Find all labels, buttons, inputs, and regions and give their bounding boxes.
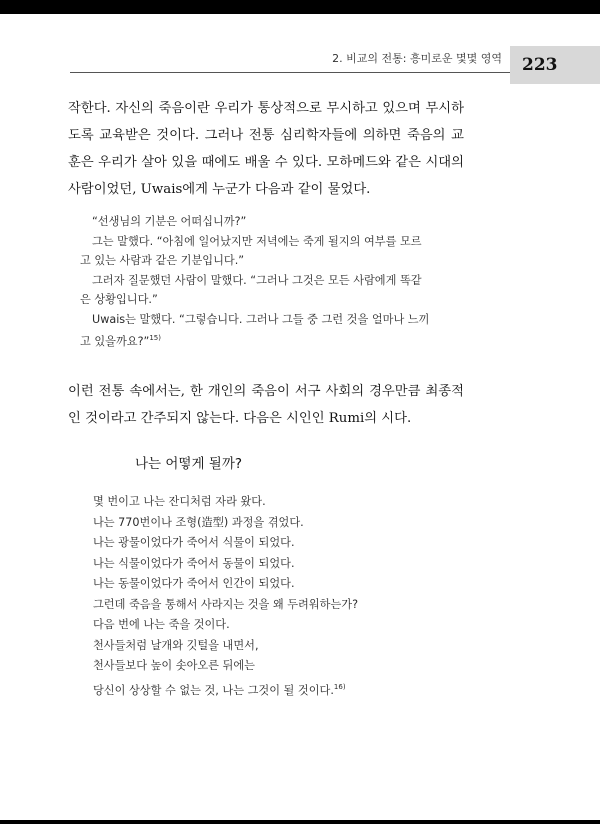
bottom-border <box>0 820 600 824</box>
poem-text: 당신이 상상할 수 없는 것, 나는 그것이 될 것이다. <box>93 683 334 697</box>
poem-line: 천사들보다 높이 솟아오른 뒤에는 <box>93 659 255 672</box>
footnote-marker: 16) <box>333 682 346 691</box>
poem-line: 몇 번이고 나는 잔디처럼 자라 왔다. <box>93 495 266 508</box>
poem-line <box>93 677 493 702</box>
dialogue-line: Uwais는 말했다. “그렇습니다. 그러나 그들 중 그런 것을 얼마나 느끼 <box>92 312 430 326</box>
poem-line: 다음 번에 나는 죽을 것이다. <box>93 618 230 631</box>
dialogue-line: 은 상황입니다.” <box>80 293 158 306</box>
poem-line: 나는 동물이었다가 죽어서 인간이 되었다. <box>93 577 295 590</box>
body-paragraph-2: 이런 전통 속에서는, 한 개인의 죽음이 서구 사회의 경우만큼 최종적인 것이라고 간주되지 않는다. 다음은 시인인 Rumi의 시다. <box>68 384 464 426</box>
poem <box>93 492 493 701</box>
footnote-marker: 15) <box>149 334 161 342</box>
poem-line: 나는 770번이나 조형(造型) 과정을 겪었다. <box>93 515 304 529</box>
dialogue-line: “선생님의 기분은 어떠십니까?” <box>92 215 247 228</box>
dialogue-text: 고 있을까요?” <box>80 335 150 348</box>
poem-title: 나는 어떻게 될까? <box>135 456 243 472</box>
poem-line: 그런데 죽음을 통해서 사라지는 것을 왜 두려워하는가? <box>93 597 359 611</box>
dialogue-line: 그는 말했다. “아침에 일어났지만 저녁에는 죽게 될지의 여부를 모르 <box>92 234 422 248</box>
body-paragraph-1: 작한다. 자신의 죽음이란 우리가 통상적으로 무시하고 있으며 무시하도록 교육받은 것이다. 그러나 전통 심리학자들에 의하면 죽음의 교훈은 우리가 살아 있을 때에도 배울 수 있다. 모하메드와 같은 시대의 사람이었던, Uwais에게 누군가 다음과 같이 물었다. <box>68 101 464 197</box>
top-border <box>0 0 600 14</box>
running-header <box>70 46 510 73</box>
poem-line: 나는 식물이었다가 죽어서 동물이 되었다. <box>93 556 295 570</box>
poem-line: 나는 광물이었다가 죽어서 식물이 되었다. <box>93 536 295 549</box>
dialogue-line <box>68 329 460 352</box>
poem-line: 천사들처럼 날개와 깃털을 내면서, <box>93 638 259 652</box>
dialogue-line: 그러자 질문했던 사람이 말했다. “그러나 그것은 모든 사람에게 똑같 <box>92 273 422 287</box>
running-title: 2. 비교의 전통: 흥미로운 몇몇 영역 <box>332 52 502 65</box>
page-number: 223 <box>522 55 558 75</box>
dialogue-block <box>68 212 460 352</box>
dialogue-line: 고 있는 사람과 같은 기분입니다.” <box>80 254 245 267</box>
